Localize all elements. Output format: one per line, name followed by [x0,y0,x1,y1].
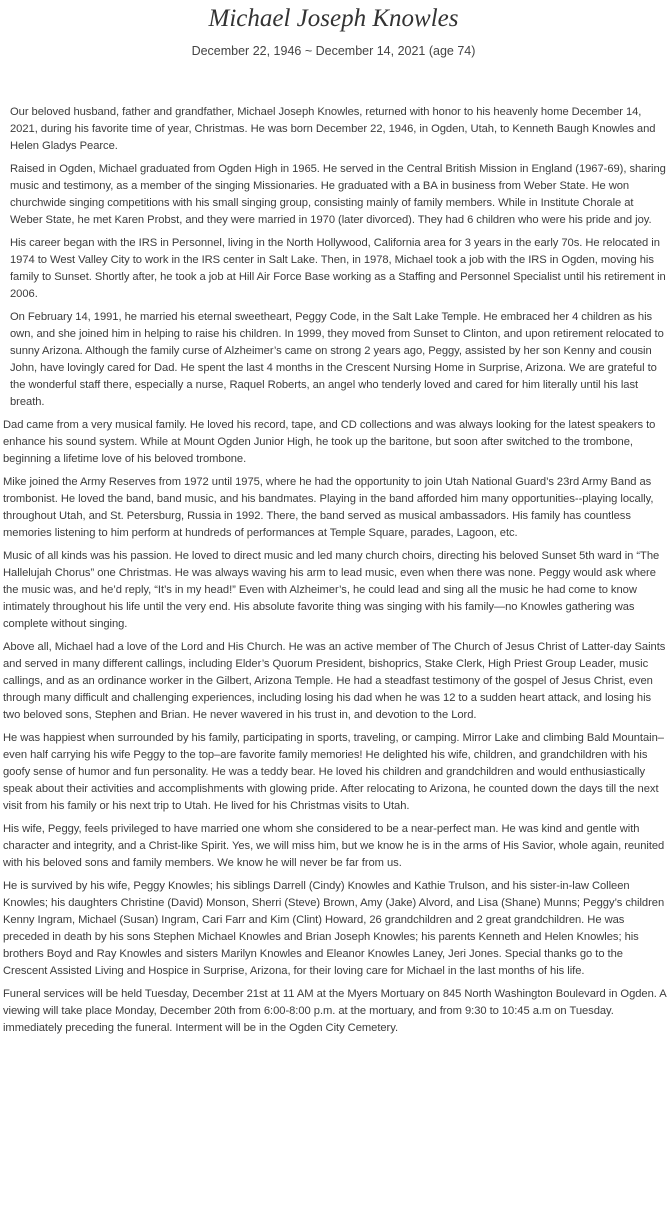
paragraph-music-family: Dad came from a very musical family. He loved his record, tape, and CD collections and was always looking for the latest speakers to enhance his sound system. While at Mount Ogden Junior High, he took up the baritone, but soon after switched to the trombone, beginning a lifetime love of his beloved trombone. [3,419,656,465]
paragraph-career: His career began with the IRS in Personnel, living in the North Hollywood, California area for 3 years in the early 70s. He relocated in 1974 to West Valley City to work in the IRS center in Salt Lake. Then, in 1978, Michael took a job with the IRS in Ogden, moving his family to Sunset. Shortly after, he took a job at Hill Air Force Base working as a Staffing and Personnel Specialist until his retirement in 2006. [10,237,666,300]
paragraph-music-passion: Music of all kinds was his passion. He loved to direct music and led many church choirs, directing his beloved Sunset 5th ward in “The Hallelujah Chorus” one Christmas. He was always waving his arm to lead music, even when there was none. Peggy would ask where the music was, and he’d reply, “It’s in my head!” Even with Alzheimer’s, he could lead and sing all the music he had come to know intimately throughout his life until the very end. His absolute favorite thing was singing with his family—no Knowles gathering was complete without singing. [3,550,660,630]
deceased-name: Michael Joseph Knowles [208,5,459,32]
obituary-header [0,0,667,59]
paragraph-faith: Above all, Michael had a love of the Lord and His Church. He was an active member of The Church of Jesus Christ of Latter-day Saints and served in many different callings, including Elder’s Quorum President, bishoprics, Stake Clerk, High Priest Group Leader, music callings, and as an ordinance worker in the Gilbert, Arizona Temple. He had a steadfast testimony of the gospel of Jesus Christ, even through many difficult and challenging experiences, including losing his dad when he was 12 to a sudden heart attack, and losing his two beloved sons, Stephen and Brian. He never wavered in his trust in, and devotion to the Lord. [3,641,666,721]
obituary-body [0,104,667,1043]
paragraph-intro: Our beloved husband, father and grandfather, Michael Joseph Knowles, returned with honor to his heavenly home December 14, 2021, during his favorite time of year, Christmas. He was born December 22, 1946, in Ogden, Utah, to Kenneth Baugh Knowles and Helen Gladys Pearce. [10,106,656,152]
life-dates: December 22, 1946 ~ December 14, 2021 (age 74) [191,44,476,58]
paragraph-early-life: Raised in Ogden, Michael graduated from Ogden High in 1965. He served in the Central British Mission in England (1967-69), sharing music and testimony, as a member of the singing Missionaries. He graduated with a BA in business from Weber State. He won churchwide singing competitions with his small singing group, consisting mainly of family members. While in Institute Chorale at Weber State, he met Karen Probst, and they were married in 1970 (later divorced). They had 6 children who were his pride and joy. [10,163,666,226]
paragraph-army-band: Mike joined the Army Reserves from 1972 until 1975, where he had the opportunity to join Utah National Guard’s 23rd Army Band as trombonist. He loved the band, band music, and his bandmates. Playing in the band afforded him many opportunities--playing locally, throughout Utah, and St. Petersburg, Russia in 1992. There, the band served as musical ambassadors. His family has countless memories listening to him perform at hundreds of performances at Temple Square, parades, Lagoon, etc. [3,476,654,539]
paragraph-survivors: He is survived by his wife, Peggy Knowles; his siblings Darrell (Cindy) Knowles and Kathie Trulson, and his sister-in-law Colleen Knowles; his daughters Christine (David) Monson, Sherri (Steve) Brown, Amy (Jake) Alvord, and Lisa (Shane) Munns; Peggy’s children Kenny Ingram, Michael (Susan) Ingram, Cari Farr and Kim (Clint) Howard, 26 grandchildren and 2 great grandchildren. He was preceded in death by his sons Stephen Michael Knowles and Brian Joseph Knowles; his parents Kenneth and Helen Knowles; his brothers Boyd and Ray Knowles and sisters Marilyn Knowles and Eleanor Knowles Laney, Jeri Jones. Special thanks go to the Crescent Assisted Living and Hospice in Surprise, Arizona, for their loving care for Michael in the last months of his life. [3,880,665,977]
paragraph-services: Funeral services will be held Tuesday, December 21st at 11 AM at the Myers Mortuary on 845 North Washington Boulevard in Ogden. A viewing will take place Monday, December 20th from 6:00-8:00 p.m. at the mortuary, and from 9:30 to 10:45 a.m on Tuesday. immediately preceding the funeral. Interment will be in the Ogden City Cemetery. [3,988,667,1034]
paragraph-marriage: On February 14, 1991, he married his eternal sweetheart, Peggy Code, in the Salt Lake Temple. He embraced her 4 children as his own, and she joined him in helping to raise his children. In 1999, they moved from Sunset to Clinton, and upon retirement relocated to sunny Arizona. Although the family curse of Alzheimer’s came on strong 2 years ago, Peggy, assisted by her son Kenny and cousin John, have lovingly cared for Dad. He spent the last 4 months in the Crescent Nursing Home in Surprise, Arizona. We are grateful to the wonderful staff there, especially a nurse, Raquel Roberts, an angel who tenderly loved and cared for him literally until his last breath. [10,311,664,408]
paragraph-wife-tribute: His wife, Peggy, feels privileged to have married one whom she considered to be a near-perfect man. He was kind and gentle with character and integrity, and a Christ-like Spirit. Yes, we will miss him, but we know he is in the arms of His Savior, whole again, reunited with his beloved sons and family members. We know he will never be far from us. [3,823,665,869]
paragraph-family: He was happiest when surrounded by his family, participating in sports, traveling, or camping. Mirror Lake and climbing Bald Mountain–even half carrying his wife Peggy to the top–are favorite family memories! He delighted his wife, children, and grandchildren with his goofy sense of humor and fun personality. He was a teddy bear. He loved his children and grandchildren and would enthusiastically speak about their activities and accomplishments with glowing pride. After relocating to Arizona, he counted down the days till the next visit from his family or his next trip to Utah. He lived for his Christmas visits to Utah. [3,732,664,812]
